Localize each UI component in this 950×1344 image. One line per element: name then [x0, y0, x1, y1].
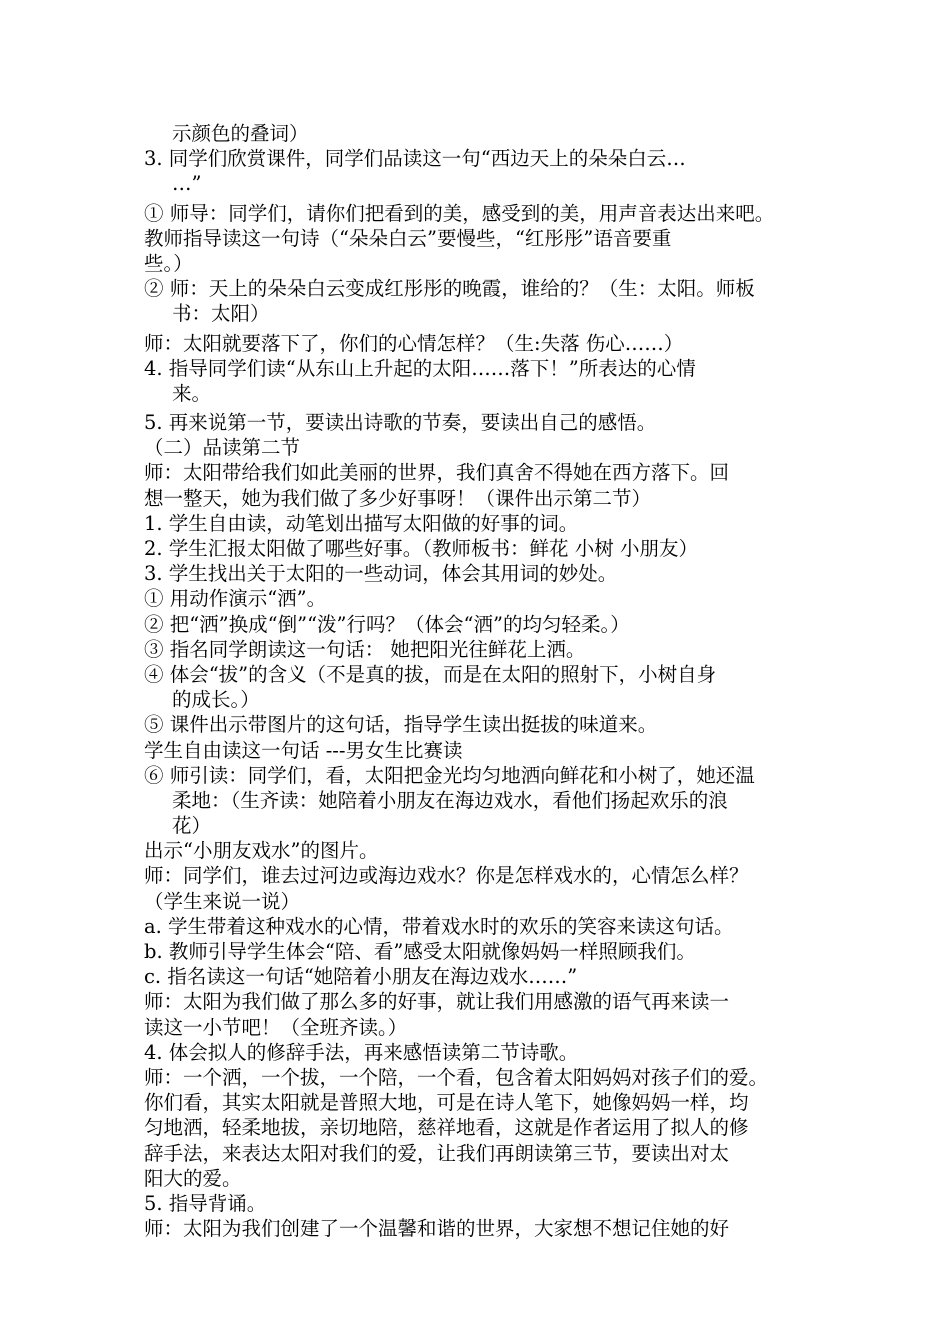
text-line: 花）	[172, 814, 212, 838]
text-line: 学生自由读这一句话 ---男女生比赛读	[144, 738, 463, 762]
text-line: 3. 同学们欣赏课件，同学们品读这一句“西边天上的朵朵白云…	[144, 147, 686, 171]
text-line: …”	[172, 172, 202, 196]
text-line: 师：同学们，谁去过河边或海边戏水？你是怎样戏水的，心情怎么样？	[144, 864, 749, 888]
text-line: ③ 指名同学朗读这一句话： 她把阳光往鲜花上洒。	[144, 637, 586, 661]
text-line: ④ 体会“拔”的含义（不是真的拔，而是在太阳的照射下，小树自身	[144, 662, 717, 686]
text-line: 师：太阳就要落下了，你们的心情怎样？（生:失落 伤心……）	[144, 331, 684, 355]
text-line: ⑥ 师引读：同学们，看，太阳把金光均匀地洒向鲜花和小树了，她还温	[144, 763, 755, 787]
text-line: 辞手法，来表达太阳对我们的爱，让我们再朗读第三节，要读出对太	[144, 1141, 730, 1165]
text-line: ① 用动作演示“洒”。	[144, 587, 327, 611]
text-line: 书：太阳）	[172, 302, 270, 326]
text-line: ② 把“洒”换成“倒”“泼”行吗？（体会“洒”的均匀轻柔。）	[144, 612, 630, 636]
section-heading: （二）品读第二节	[144, 436, 301, 460]
text-line: 想一整天，她为我们做了多少好事呀！（课件出示第二节）	[144, 486, 652, 510]
text-line: 出示“小朋友戏水”的图片。	[144, 839, 379, 863]
text-line: 5. 指导背诵。	[144, 1191, 267, 1215]
text-line: 柔地：（生齐读：她陪着小朋友在海边戏水，看他们扬起欢乐的浪	[172, 788, 728, 812]
text-line: 师：一个洒，一个拔，一个陪，一个看，包含着太阳妈妈对孩子们的爱。	[144, 1065, 769, 1089]
text-line: 示颜色的叠词）	[172, 122, 309, 145]
text-line: 3. 学生找出关于太阳的一些动词，体会其用词的妙处。	[144, 562, 618, 586]
text-line: 你们看，其实太阳就是普照大地，可是在诗人笔下，她像妈妈一样，均	[144, 1091, 749, 1115]
text-line: 的成长。）	[172, 688, 260, 712]
text-line: ② 师：天上的朵朵白云变成红彤彤的晚霞，谁给的？（生：太阳。师板	[144, 277, 755, 301]
text-line: c. 指名读这一句话“她陪着小朋友在海边戏水……”	[144, 965, 578, 989]
text-line: 匀地洒，轻柔地拔，亲切地陪，慈祥地看，这就是作者运用了拟人的修	[144, 1116, 749, 1140]
text-line: 5. 再来说第一节，要读出诗歌的节奏，要读出自己的感悟。	[144, 411, 657, 435]
text-line: 师：太阳为我们做了那么多的好事，就让我们用感激的语气再来读一	[144, 990, 730, 1014]
text-line: 师：太阳带给我们如此美丽的世界，我们真舍不得她在西方落下。回	[144, 461, 730, 485]
text-line: 1. 学生自由读，动笔划出描写太阳做的好事的词。	[144, 511, 579, 535]
text-line: a. 学生带着这种戏水的心情，带着戏水时的欢乐的笑容来读这句话。	[144, 914, 734, 938]
text-line: 4. 指导同学们读“从东山上升起的太阳……落下！”所表达的心情	[144, 356, 696, 380]
text-line: 来。	[172, 381, 212, 405]
text-line: b. 教师引导学生体会“陪、看”感受太阳就像妈妈一样照顾我们。	[144, 940, 696, 963]
text-line: 2. 学生汇报太阳做了哪些好事。（教师板书：鲜花 小树 小朋友）	[144, 537, 698, 560]
text-line: 些。）	[144, 251, 193, 275]
text-line: 4. 体会拟人的修辞手法，再来感悟读第二节诗歌。	[144, 1040, 579, 1064]
text-line: 读这一小节吧！（全班齐读。）	[144, 1015, 408, 1039]
text-line: 教师指导读这一句诗（“朵朵白云”要慢些，“红彤彤”语音要重	[144, 226, 672, 250]
text-line: ⑤ 课件出示带图片的这句话，指导学生读出挺拔的味道来。	[144, 713, 658, 737]
document-body	[144, 121, 814, 1241]
text-line: 阳大的爱。	[144, 1166, 242, 1190]
text-line: （学生来说一说）	[144, 889, 301, 913]
text-line: 师：太阳为我们创建了一个温馨和谐的世界，大家想不想记住她的好	[144, 1217, 730, 1241]
text-line: ① 师导：同学们，请你们把看到的美，感受到的美，用声音表达出来吧。	[144, 201, 775, 225]
